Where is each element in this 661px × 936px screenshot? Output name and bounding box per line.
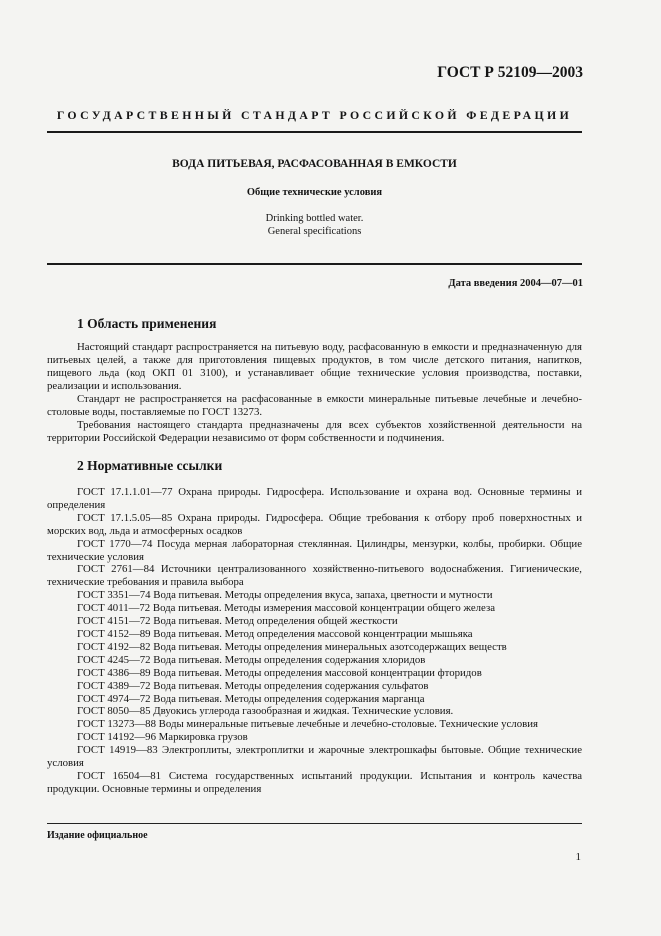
paragraph: Стандарт не распространяется на расфасованные в емкости минеральные питьевые лечебные и лечебно-столовые воды, поставляемые по ГОСТ 13273. [47,393,582,418]
reference-item: ГОСТ 14919—83 Электроплиты, электроплитки и жарочные электрошкафы бытовые. Общие технические условия [47,744,582,770]
reference-item: ГОСТ 3351—74 Вода питьевая. Методы определения вкуса, запаха, цветности и мутности [77,589,493,602]
normative-references-list [47,486,582,796]
reference-item: ГОСТ 17.1.5.05—85 Охрана природы. Гидросфера. Общие требования к отбору проб поверхностных и морских вод, льда и атмосферных осадков [47,511,582,537]
reference-item: ГОСТ 4152—89 Вода питьевая. Метод определения массовой концентрации мышьяка [77,627,473,640]
section-2-heading: 2 Нормативные ссылки [77,458,223,473]
document-code: ГОСТ Р 52109—2003 [437,64,583,81]
state-standard-heading: ГОСУДАРСТВЕННЫЙ СТАНДАРТ РОССИЙСКОЙ ФЕДЕРАЦИИ [56,108,573,122]
reference-item: ГОСТ 4974—72 Вода питьевая. Методы определения содержания марганца [77,692,425,705]
reference-item: ГОСТ 2761—84 Источники централизованного хозяйственно-питьевого водоснабжения. Гигиенические, технические требования и правила выбора [47,563,582,589]
reference-item: ГОСТ 13273—88 Воды минеральные питьевые лечебные и лечебно-столовые. Технические условия [77,718,538,731]
section-1-body [47,341,582,445]
reference-item: ГОСТ 17.1.1.01—77 Охрана природы. Гидросфера. Использование и охрана вод. Основные термины и определения [47,486,582,511]
reference-item: ГОСТ 8050—85 Двуокись углерода газообразная и жидкая. Технические условия. [77,705,454,718]
footer-rule [47,823,582,824]
english-title-line-2: General specifications [267,226,362,237]
paragraph: Настоящий стандарт распространяется на питьевую воду, расфасованную в емкости и предназначенную для питьевых целей, а также для приготовления пищевых продуктов, в том числе детского питания, напитков, пищевого льда (код ОКП 01 3100), и устанавливает общие технические условия производства, поставки, реализации и использования. [47,341,582,392]
title-rule [47,263,582,265]
paragraph: Требования настоящего стандарта предназначены для всех субъектов хозяйственной деятельности на территории Российской Федерации независимо от форм собственности и подчинения. [47,419,582,444]
reference-item: ГОСТ 16504—81 Система государственных испытаний продукции. Испытания и контроль качества продукции. Основные термины и определения [47,769,582,795]
english-title-line-1: Drinking bottled water. [265,213,364,224]
document-subtitle: Общие технические условия [246,187,383,198]
document-title: ВОДА ПИТЬЕВАЯ, РАСФАСОВАННАЯ В ЕМКОСТИ [172,158,457,170]
reference-item: ГОСТ 4011—72 Вода питьевая. Методы измерения массовой концентрации общего железа [77,602,496,615]
page-number: 1 [575,851,581,863]
english-title [47,212,582,238]
reference-item: ГОСТ 1770—74 Посуда мерная лабораторная стеклянная. Цилиндры, мензурки, колбы, пробирки. Общие технические условия [47,537,582,563]
reference-item: ГОСТ 4192—82 Вода питьевая. Методы определения минеральных азотсодержащих веществ [77,640,507,653]
reference-item: ГОСТ 4389—72 Вода питьевая. Методы определения содержания сульфатов [77,679,429,692]
reference-item: ГОСТ 4386—89 Вода питьевая. Методы определения массовой концентрации фторидов [77,666,482,679]
reference-item: ГОСТ 4245—72 Вода питьевая. Методы определения содержания хлоридов [77,653,426,666]
section-1-heading: 1 Область применения [77,316,217,331]
top-rule [47,131,582,133]
official-edition-note: Издание официальное [47,830,148,841]
reference-item: ГОСТ 4151—72 Вода питьевая. Метод определения общей жесткости [77,615,398,628]
introduction-date: Дата введения 2004—07—01 [448,278,583,289]
reference-item: ГОСТ 14192—96 Маркировка грузов [77,731,248,744]
